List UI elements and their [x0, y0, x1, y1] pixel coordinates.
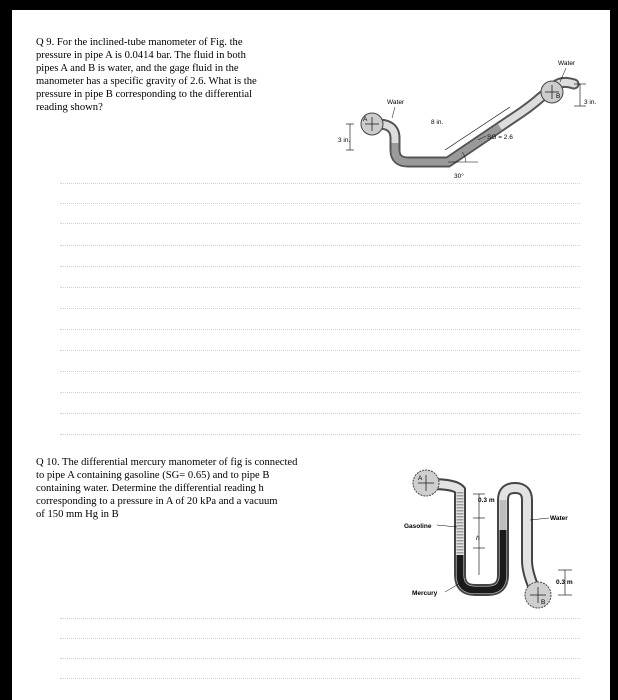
q9-water-left-label: Water	[387, 99, 405, 106]
question-10-text: Q 10. The differential mercury manometer of fig is connected to pipe A containing gasoline (SG= 0.65) and to pipe B containing water. Determine the differential reading h corresponding to a pressure in A of 20 kPa and a vacuum of 150 mm Hg in B	[36, 457, 298, 520]
q10-h-label: h	[476, 535, 480, 542]
q10-gasoline-label: Gasoline	[404, 523, 432, 530]
q10-mercury-label: Mercury	[412, 590, 438, 597]
q10-pipe-a-label: A	[418, 475, 423, 482]
q10-pipe-b	[525, 582, 551, 608]
q9-incline-dim-label: 8 in.	[431, 119, 444, 126]
q9-right-dim-label: 3 in.	[584, 99, 597, 106]
q10-bottom-dimension	[556, 570, 573, 595]
q9-sg-label: SG = 2.6	[487, 134, 513, 141]
q9-water-right-label: Water	[558, 60, 576, 67]
q10-water-label: Water	[550, 515, 568, 522]
q10-top-dim-label: 0.3 m	[478, 497, 495, 504]
q10-h-dimension	[473, 518, 485, 575]
q10-pipe-a	[413, 470, 439, 496]
q10-pipe-b-label: B	[541, 599, 546, 606]
q9-left-dim-label: 3 in.	[338, 137, 351, 144]
question-9-text: Q 9. For the inclined-tube manometer of Fig. the pressure in pipe A is 0.0414 bar. The fluid in both pipes A and B is water, and the gage fluid in the manometer has a specific gravity of 2.6. What is the pressure in pipe B corresponding to the differential reading shown?	[36, 37, 257, 113]
q9-pipe-a-label: A	[363, 116, 368, 123]
q9-angle-label: 30°	[454, 173, 464, 180]
q9-pipe-b-label: B	[556, 93, 561, 100]
q10-top-dimension	[473, 494, 495, 518]
q10-bottom-dim-label: 0.3 m	[556, 579, 573, 586]
